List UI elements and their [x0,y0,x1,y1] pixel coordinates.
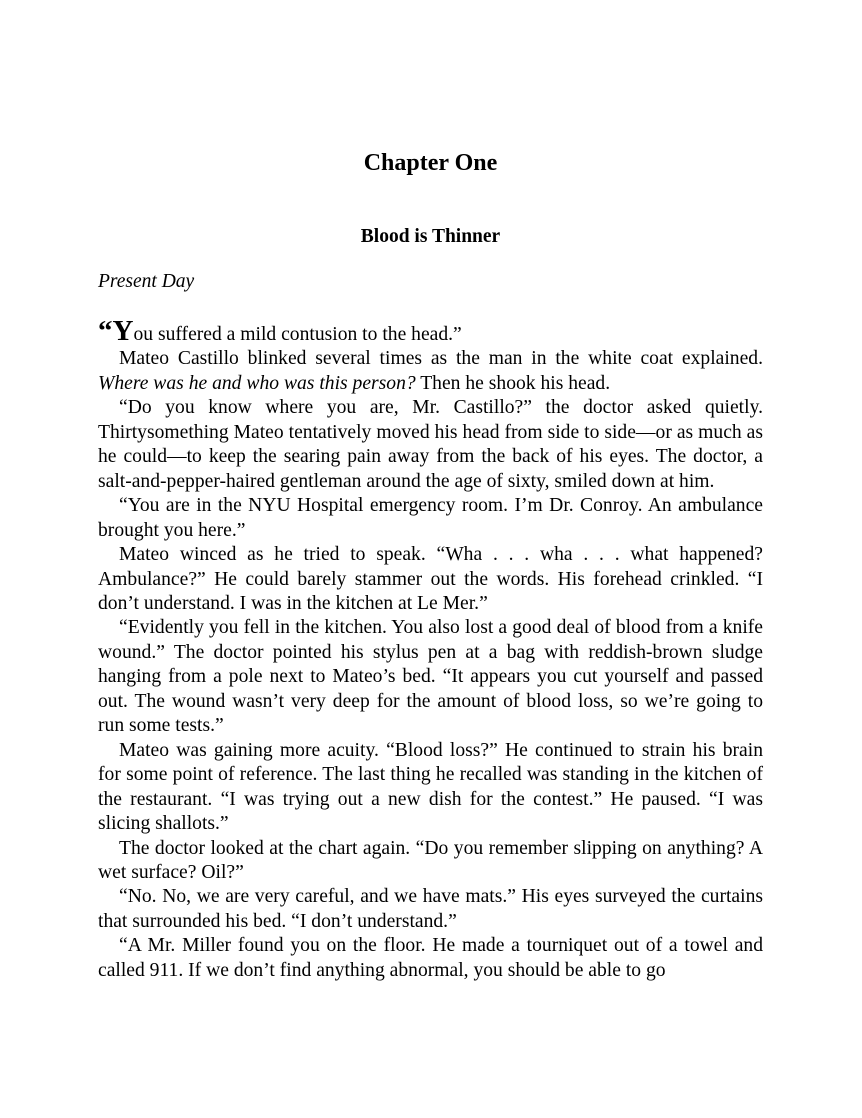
italic-thought: Where was he and who was this person? [98,372,416,394]
drop-cap: “Y [98,315,134,347]
paragraph: “No. No, we are very careful, and we have mats.” His eyes surveyed the curtains that surrounded his bed. “I don’t understand.” [98,886,763,932]
paragraph [98,347,763,396]
chapter-body [98,315,763,983]
paragraph: “Do you know where you are, Mr. Castillo?” the doctor asked quietly. Thirtysomething Mateo tentatively moved his head from side to side—or as much as he could—to keep the searing pain away from the back of his eyes. The doctor, a salt-and-pepper-haired gentleman around the age of sixty, smiled down at him. [98,397,763,492]
paragraph-text: Mateo Castillo blinked several times as the man in the white coat explained. [119,348,763,370]
time-marker: Present Day [98,271,195,292]
paragraph: “A Mr. Miller found you on the floor. He made a tourniquet out of a towel and called 911. If we don’t find anything abnormal, you should be able to go [98,935,763,981]
paragraph-text: Then he shook his head. [415,372,611,394]
paragraph: “Evidently you fell in the kitchen. You also lost a good deal of blood from a knife wound.” The doctor pointed his stylus pen at a bag with reddish-brown sludge hanging from a pole next to Mateo’s bed. “It appears you cut yourself and passed out. The wound wasn’t very deep for the amount of blood loss, so we’re going to run some tests.” [98,617,763,737]
chapter-subtitle: Blood is Thinner [360,226,501,247]
paragraph: Mateo was gaining more acuity. “Blood loss?” He continued to strain his brain for some point of reference. The last thing he recalled was standing in the kitchen of the restaurant. “I was trying out a new dish for the contest.” He paused. “I was slicing shallots.” [98,739,763,835]
paragraph-text: ou suffered a mild contusion to the head.” [133,324,462,345]
paragraph: “You are in the NYU Hospital emergency room. I’m Dr. Conroy. An ambulance brought you here.” [98,495,763,541]
paragraph: Mateo winced as he tried to speak. “Wha . . . wha . . . what happened? Ambulance?” He could barely stammer out the words. His forehead crinkled. “I don’t understand. I was in the kitchen at Le Mer.” [98,544,763,614]
paragraph [98,315,763,347]
chapter-title: Chapter One [363,150,498,176]
paragraph: The doctor looked at the chart again. “Do you remember slipping on anything? A wet surface? Oil?” [98,837,763,883]
